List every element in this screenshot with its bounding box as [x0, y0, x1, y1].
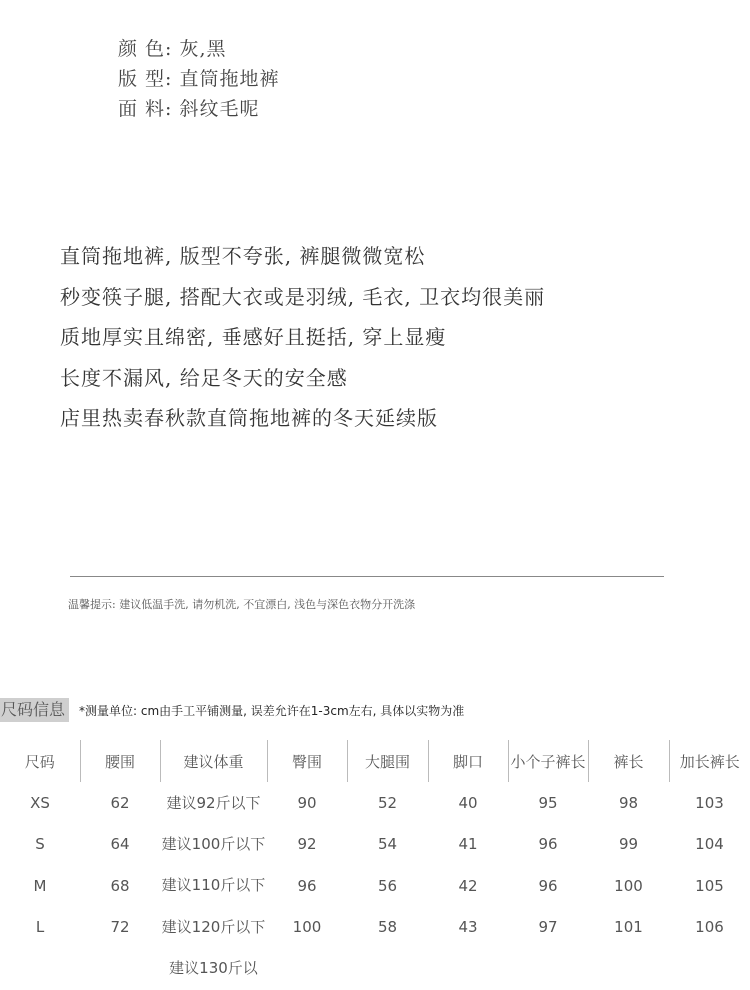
table-cell: 100: [292, 918, 322, 937]
table-header-row: [0, 740, 750, 782]
column-header: 加长裤长: [669, 740, 750, 782]
table-cell: 56: [377, 876, 398, 895]
description-line: 质地厚实且绵密, 垂感好且挺括, 穿上显瘦: [60, 325, 447, 349]
divider: [70, 576, 664, 577]
size-info-title: 尺码信息: [0, 698, 69, 722]
table-cell: 96: [297, 876, 317, 895]
table-cell: 96: [538, 835, 558, 854]
table-cell: 建议92斤以下: [166, 794, 261, 813]
care-tip: 温馨提示: 建议低温手洗, 请勿机洗, 不宜漂白, 浅色与深色衣物分开洗涤: [68, 598, 416, 611]
column-header: 腰围: [80, 740, 160, 782]
table-cell: [669, 948, 750, 990]
column-header: 尺码: [24, 752, 55, 771]
table-row: [0, 782, 750, 824]
table-cell: 97: [538, 918, 558, 937]
column-header: 建议体重: [160, 740, 267, 782]
description-line: 直筒拖地裤, 版型不夸张, 裤腿微微宽松: [60, 244, 426, 268]
table-cell: L: [35, 918, 45, 937]
table-cell: 72: [110, 918, 130, 937]
column-header: 脚口: [428, 740, 508, 782]
description-line: 长度不漏风, 给足冬天的安全感: [60, 365, 348, 390]
product-description: [60, 236, 545, 439]
table-cell: 建议120斤以下: [161, 917, 266, 936]
column-header: 裤长: [588, 740, 669, 782]
table-cell: [508, 948, 588, 990]
product-specs: [118, 34, 279, 124]
size-info-header: [0, 698, 464, 722]
table-cell: 52: [377, 793, 398, 812]
table-cell: [0, 948, 80, 990]
table-cell: 92: [297, 835, 317, 854]
table-cell: [80, 948, 160, 990]
table-cell: 43: [458, 918, 478, 937]
table-cell: 62: [110, 793, 130, 812]
table-cell: 建议100斤以下: [161, 834, 266, 853]
spec-color: 颜 色: 灰,黑: [118, 38, 227, 60]
table-cell: 40: [458, 793, 478, 812]
table-row: [0, 865, 750, 907]
table-cell: 41: [458, 835, 478, 854]
table-cell: [588, 948, 669, 990]
table-cell: 105: [695, 876, 724, 895]
table-cell: 90: [297, 793, 317, 812]
table-cell: 99: [618, 835, 639, 854]
measurement-note: *测量单位: cm由手工平铺测量, 误差允许在1-3cm左右, 具体以实物为准: [79, 703, 465, 718]
size-table: [0, 740, 750, 990]
table-cell: 103: [695, 793, 724, 812]
table-row: [0, 824, 750, 866]
table-cell: M: [33, 876, 47, 895]
table-cell: 101: [614, 918, 643, 937]
spec-fabric: 面 料: 斜纹毛呢: [118, 98, 260, 120]
table-cell: S: [35, 835, 45, 854]
table-cell: 106: [695, 918, 724, 937]
description-line: 秒变筷子腿, 搭配大衣或是羽绒, 毛衣, 卫衣均很美丽: [60, 284, 546, 309]
table-cell: 58: [377, 918, 398, 937]
table-cell: 100: [614, 876, 643, 895]
spec-fit: 版 型: 直筒拖地裤: [118, 68, 280, 90]
table-cell: [347, 948, 428, 990]
table-cell: 98: [618, 793, 639, 812]
table-cell: 68: [110, 876, 130, 895]
table-cell: [267, 948, 347, 990]
table-cell: 建议110斤以下: [161, 876, 266, 895]
table-cell: 96: [538, 876, 558, 895]
table-cell: 建议130斤以: [169, 959, 258, 978]
table-cell: 42: [458, 876, 478, 895]
column-header: 臀围: [267, 740, 347, 782]
table-cell: 104: [695, 835, 724, 854]
column-header: 小个子裤长: [508, 740, 588, 782]
table-cell: 64: [110, 835, 130, 854]
column-header: 大腿围: [347, 740, 428, 782]
table-row: [0, 948, 750, 990]
table-cell: 95: [538, 793, 558, 812]
table-cell: [428, 948, 508, 990]
table-cell: 54: [377, 835, 398, 854]
table-row: [0, 907, 750, 949]
table-cell: XS: [30, 793, 50, 812]
description-line: 店里热卖春秋款直筒拖地裤的冬天延续版: [60, 406, 438, 430]
